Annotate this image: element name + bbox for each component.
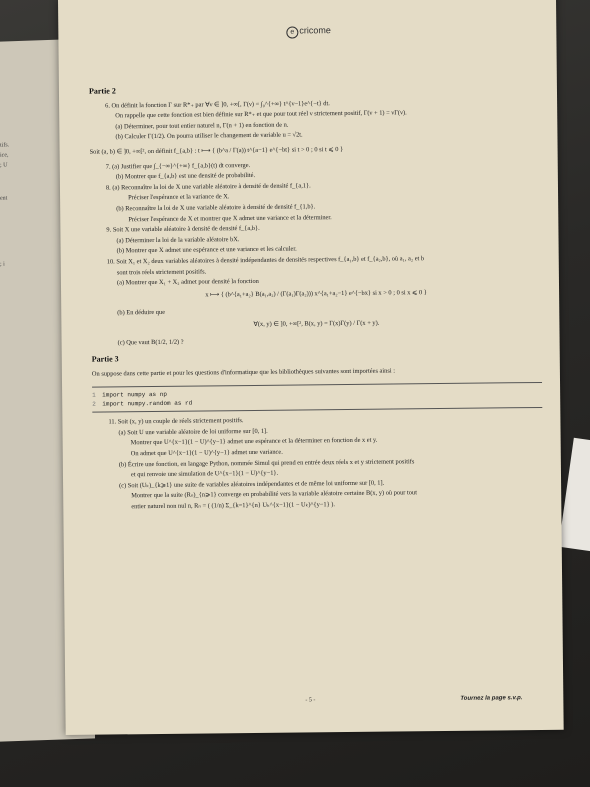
code-line-number: 2: [92, 400, 96, 408]
code-block: [92, 382, 542, 413]
q9b: (b) Montrer que X admet une espérance et une variance et les calculer.: [116, 245, 297, 255]
q8b: (b) Reconnaître la loi de X une variable aléatoire à densité de densité f_{1,b}.: [116, 203, 316, 213]
fragment: ent: [0, 195, 8, 202]
q10b: (b) En déduire que: [117, 309, 166, 317]
partie2-title: Partie 2: [88, 86, 116, 96]
logo-text: cricome: [299, 25, 331, 36]
q11: 11. Soit (x, y) un couple de réels strictement positifs.: [108, 417, 244, 426]
q6a: (a) Déterminer, pour tout entier naturel n, Γ(n + 1) en fonction de n.: [115, 121, 289, 131]
fragment: ; U: [0, 162, 8, 169]
q7a: 7. (a) Justifier que ∫_{−∞}^{+∞} f_{a,b}(t) dt converge.: [105, 161, 251, 171]
q11c-3: entier naturel non nul n, Rₙ = ( (1/n) Σ_{k=1}^{n} Uₖ^{x−1}(1 − Uₖ)^{y−1} ).: [131, 501, 335, 511]
q8a: 8. (a) Reconnaître la loi de X une variable aléatoire à densité de densité f_{a,1}.: [105, 182, 311, 192]
q10: 10. Soit X₁ et X₂ deux variables aléatoires à densité indépendantes de densités respectives f_{a₁,b} et f_{a₂,b}, où a₁, a₂ et b: [106, 255, 425, 266]
def-f: Soit (a, b) ∈ ]0, +∞[², on définit f_{a,b} : t ⟼ { (b^a / Γ(a)) t^{a−1} e^{−bt} si t > 0 ; 0 si t ⩽ 0 }: [89, 145, 344, 156]
code-line-text: import numpy as np: [102, 391, 167, 399]
turn-page-note: Tournez la page s.v.p.: [460, 695, 523, 702]
q11b-2: et qui renvoie une simulation de U^{x−1}(1 − U)^{y−1}.: [130, 469, 279, 479]
q8b-2: Préciser l'espérance de X et montrer que X admet une variance et la déterminer.: [128, 213, 332, 223]
q6: 6. On définit la fonction Γ sur R*₊ par ∀ν ∈ ]0, +∞[, Γ(ν) = ∫₀^{+∞} t^{ν−1}e^{−t} dt.: [105, 99, 330, 110]
q6-rappel: On rappelle que cette fonction est bien définie sur R*₊ et que pour tout réel ν strictement positif, Γ(ν + 1) = νΓ(ν).: [115, 109, 407, 120]
q11c-2: Montrer que la suite (Rₙ)_{n⩾1} converge en probabilité vers la variable aléatoire certaine B(x, y) où pour tout: [131, 489, 418, 500]
q9a: (a) Déterminer la loi de la variable aléatoire bX.: [116, 235, 240, 245]
ecricome-logo: [286, 25, 331, 38]
q8a-2: Préciser l'espérance et la variance de X.: [128, 193, 230, 202]
q10a: (a) Montrer que X₁ + X₂ admet pour densité la fonction: [116, 278, 259, 287]
fragment: tifs.: [0, 142, 10, 149]
code-line-text: import numpy.random as rd: [102, 399, 193, 408]
code-line-number: 1: [92, 391, 96, 399]
q11a-3: On admet que U^{x−1}(1 − U)^{y−1} admet une variance.: [130, 448, 283, 458]
q11a-2: Montrer que U^{x−1}(1 − U)^{y−1} admet une espérance et la déterminer en fonction de x et y.: [130, 437, 378, 447]
exam-page: [58, 0, 564, 735]
q10c: (c) Que vaut B(1/2, 1/2) ?: [117, 339, 184, 347]
fragment: ice,: [0, 152, 9, 159]
page-content: [89, 83, 543, 514]
q6b: (b) Calculer Γ(1/2). On pourra utiliser le changement de variable u = √2t.: [115, 131, 303, 141]
adjacent-page-fragments: [0, 141, 28, 271]
q11a: (a) Soit U une variable aléatoire de loi uniforme sur [0, 1].: [118, 427, 268, 437]
q7b: (b) Montrer que f_{a,b} est une densité de probabilité.: [115, 172, 256, 181]
partie3-intro: On suppose dans cette partie et pour les questions d'informatique que les bibliothèques suivantes sont importées ainsi :: [91, 367, 395, 378]
q10a-formula: x ⟼ { (b^{a₁+a₂} B(a₁,a₂) / (Γ(a₁)Γ(a₂))) x^{a₁+a₂−1} e^{−bx} si x > 0 ; 0 si x ⩽ 0 }: [205, 288, 427, 299]
fragment: ; i: [0, 261, 5, 268]
q10b-formula: ∀(x, y) ∈ ]0, +∞[², B(x, y) = Γ(x)Γ(y) / Γ(x + y).: [253, 319, 380, 328]
q11b: (b) Écrire une fonction, en langage Python, nommée Simul qui prend en entrée deux réels x et y strictement positifs: [118, 457, 415, 469]
logo-letter: e: [286, 26, 298, 38]
page-number: - 5 -: [305, 697, 316, 704]
partie3-title: Partie 3: [91, 354, 119, 364]
q10-2: sont trois réels strictement positifs.: [116, 267, 207, 276]
page-footer: [65, 695, 563, 704]
q11c: (c) Soit (Uₖ)_{k⩾1} une suite de variables aléatoires indépendantes et de même loi uniforme sur [0, 1].: [119, 479, 385, 490]
q9: 9. Soit X une variable aléatoire à densité de densité f_{a,b}.: [106, 225, 260, 234]
